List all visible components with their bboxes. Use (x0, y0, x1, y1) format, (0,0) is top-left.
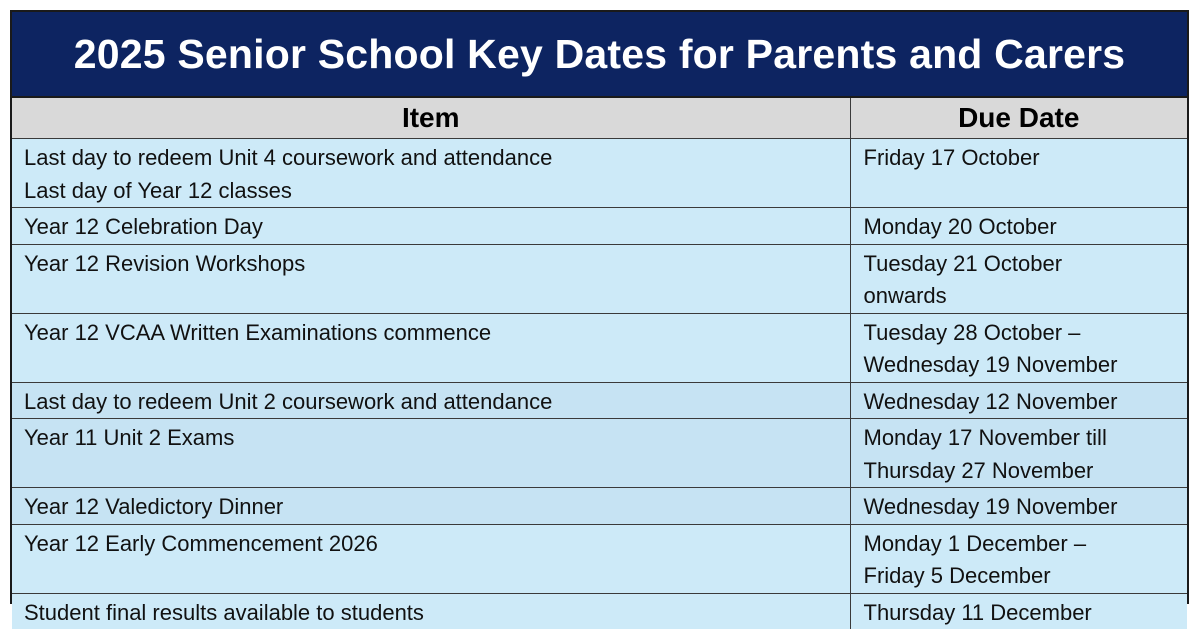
item-cell: Year 12 Valedictory Dinner (12, 488, 850, 525)
column-header-due-date: Due Date (850, 98, 1187, 139)
item-cell: Last day to redeem Unit 2 coursework and attendance (12, 382, 850, 419)
item-cell: Year 12 Early Commencement 2026 (12, 524, 850, 593)
table-row (12, 488, 1187, 525)
table-row (12, 419, 1187, 488)
table-row (12, 139, 1187, 208)
due-date-cell: Friday 17 October (850, 139, 1187, 208)
item-cell: Last day to redeem Unit 4 coursework and attendance Last day of Year 12 classes (12, 139, 850, 208)
due-date-cell: Monday 1 December – Friday 5 December (850, 524, 1187, 593)
due-date-cell: Thursday 11 December (850, 593, 1187, 629)
due-date-cell: Wednesday 12 November (850, 382, 1187, 419)
column-header-item: Item (12, 98, 850, 139)
item-cell: Year 12 Revision Workshops (12, 244, 850, 313)
page-title: 2025 Senior School Key Dates for Parents and Carers (12, 12, 1187, 98)
due-date-cell: Tuesday 28 October – Wednesday 19 November (850, 313, 1187, 382)
due-date-cell: Monday 17 November till Thursday 27 November (850, 419, 1187, 488)
due-date-cell: Tuesday 21 October onwards (850, 244, 1187, 313)
table-header-row (12, 98, 1187, 139)
due-date-cell: Monday 20 October (850, 208, 1187, 245)
item-cell: Student final results available to students (12, 593, 850, 629)
item-cell: Year 11 Unit 2 Exams (12, 419, 850, 488)
item-cell: Year 12 Celebration Day (12, 208, 850, 245)
table-row (12, 208, 1187, 245)
table-row (12, 382, 1187, 419)
table-row (12, 524, 1187, 593)
table-row (12, 593, 1187, 629)
due-date-cell: Wednesday 19 November (850, 488, 1187, 525)
key-dates-table (12, 98, 1187, 629)
table-row (12, 244, 1187, 313)
key-dates-sheet (10, 10, 1189, 625)
item-cell: Year 12 VCAA Written Examinations commence (12, 313, 850, 382)
table-row (12, 313, 1187, 382)
